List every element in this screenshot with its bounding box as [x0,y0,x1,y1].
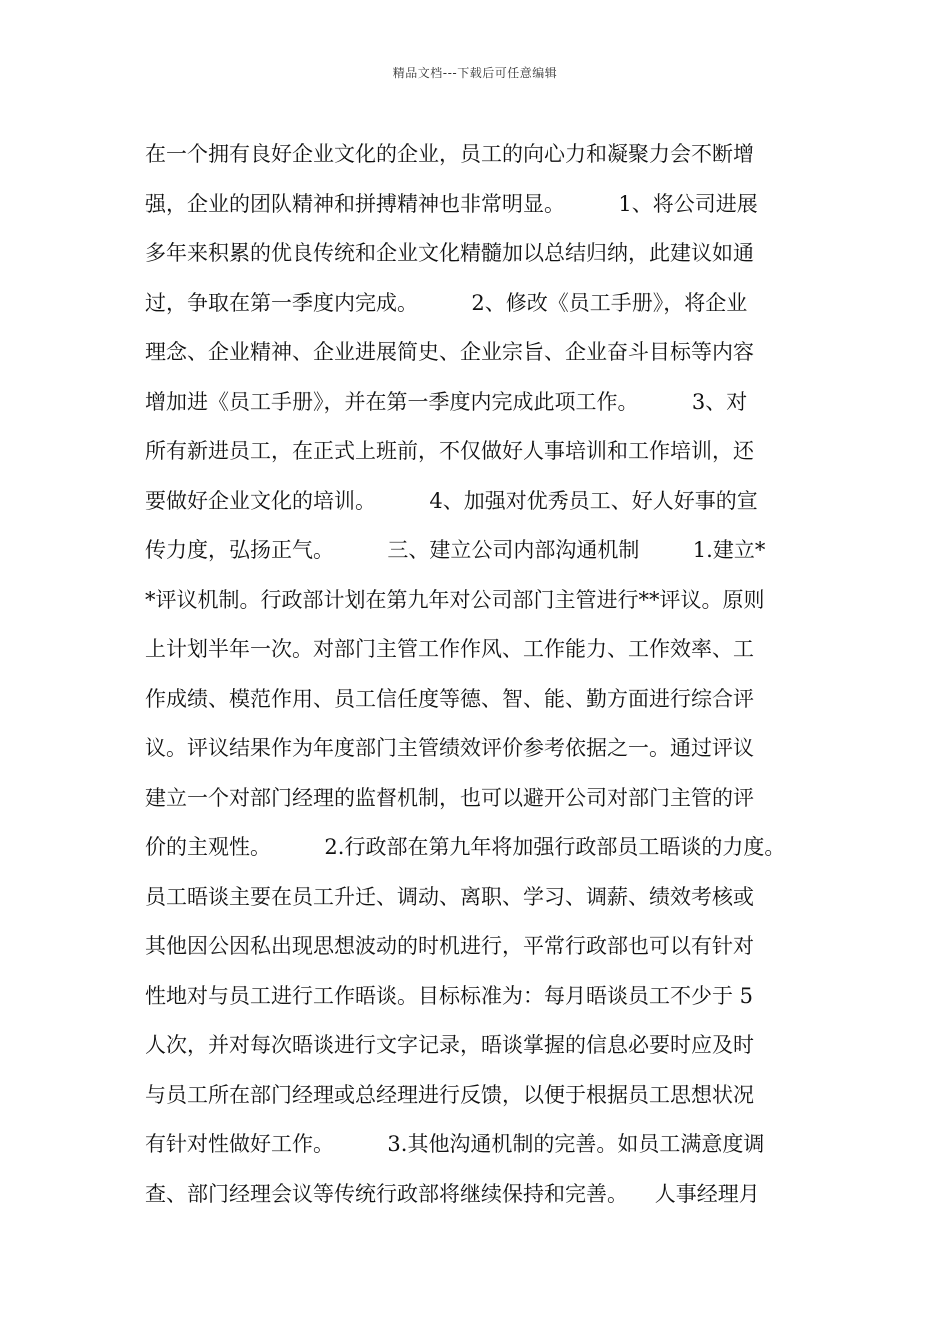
text-line: 增加进《员工手册》，并在第一季度内完成此项工作。 3、对 [145,389,748,414]
text-line: 理念、企业精神、企业进展简史、企业宗旨、企业奋斗目标等内容 [145,340,754,364]
text-line: 有针对性做好工作。 3.其他沟通机制的完善。如员工满意度调 [145,1132,765,1156]
text-line: 查、部门经理会议等传统行政部将继续保持和完善。 人事经理月 [145,1181,760,1206]
text-line: 所有新进员工，在正式上班前，不仅做好人事培训和工作培训，还 [145,439,754,463]
text-line: 议。评议结果作为年度部门主管绩效评价参考依据之一。通过评议 [145,736,754,760]
text-line: 建立一个对部门经理的监督机制，也可以避开公司对部门主管的评 [145,785,754,810]
text-line: 与员工所在部门经理或总经理进行反馈，以便于根据员工思想状况 [145,1082,754,1107]
page-header: 精品文档---下载后可任意编辑 [392,66,558,80]
text-line: 要做好企业文化的培训。 4、加强对优秀员工、好人好事的宣 [145,488,758,513]
text-line: 在一个拥有良好企业文化的企业，员工的向心力和凝聚力会不断增 [145,142,754,166]
text-line: *评议机制。行政部计划在第九年对公司部门主管进行**评议。原则 [145,587,765,612]
body-text [145,130,825,1219]
text-line: 人次，并对每次晤谈进行文字记录，晤谈掌握的信息必要时应及时 [145,1033,754,1057]
text-line: 作成绩、模范作用、员工信任度等德、智、能、勤方面进行综合评 [145,686,754,711]
text-line: 员工晤谈主要在员工升迁、调动、离职、学习、调薪、绩效考核或 [145,884,754,909]
text-line: 上计划半年一次。对部门主管工作作风、工作能力、工作效率、工 [145,637,754,661]
text-line: 其他因公因私出现思想波动的时机进行，平常行政部也可以有针对 [145,934,754,958]
text-line: 传力度，弘扬正气。 三、建立公司内部沟通机制 1.建立* [145,538,766,562]
text-line: 过，争取在第一季度内完成。 2、修改《员工手册》，将企业 [145,290,748,315]
text-line: 多年来积累的优良传统和企业文化精髓加以总结归纳，此建议如通 [145,241,754,265]
text-line: 性地对与员工进行工作晤谈。目标标准为：每月晤谈员工不少于 5 [145,983,754,1008]
text-line: 强，企业的团队精神和拼搏精神也非常明显。 1、将公司进展 [145,191,758,216]
text-line: 价的主观性。 2.行政部在第九年将加强行政部员工晤谈的力度。 [145,835,786,859]
